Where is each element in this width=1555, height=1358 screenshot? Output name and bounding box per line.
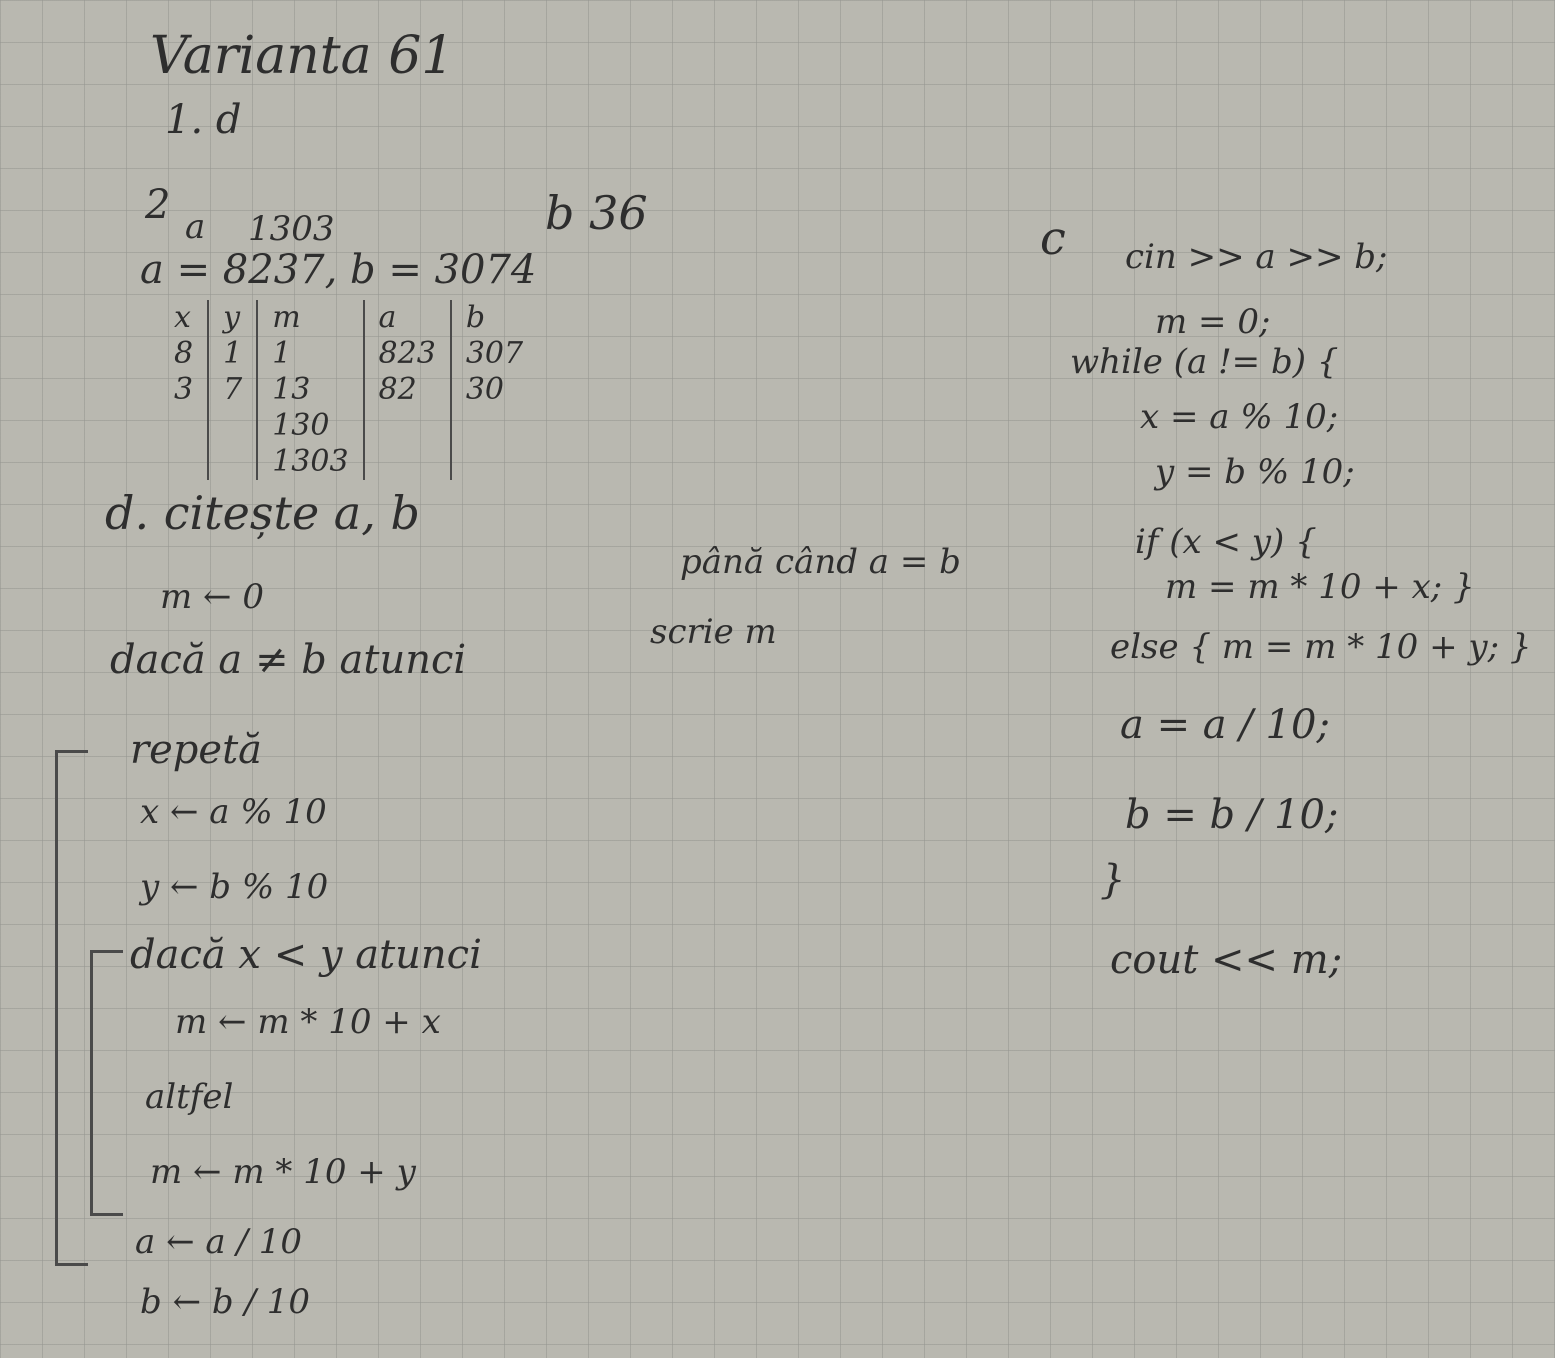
cpp-line: cout << m; bbox=[1110, 937, 1343, 983]
trace-cell: 823 bbox=[378, 336, 436, 371]
if-bracket bbox=[90, 950, 123, 1216]
trace-cell: 1 bbox=[272, 336, 292, 371]
trace-header-b: b bbox=[465, 300, 486, 335]
pseudo-line: altfel bbox=[145, 1077, 234, 1117]
cpp-line: if (x < y) { bbox=[1135, 522, 1317, 562]
cpp-line: cin >> a >> b; bbox=[1125, 237, 1388, 277]
trace-cell: 13 bbox=[272, 372, 311, 407]
pseudo-line: repetă bbox=[130, 727, 262, 773]
part-a-label: a bbox=[185, 207, 206, 247]
part-a-result: 1303 bbox=[248, 209, 335, 249]
pseudo-line: a ← a / 10 bbox=[135, 1222, 302, 1262]
pseudo-line: y ← b % 10 bbox=[140, 867, 329, 907]
trace-cell: 307 bbox=[465, 336, 524, 371]
trace-header-a: a bbox=[378, 300, 397, 335]
part-b-answer: b 36 bbox=[545, 186, 648, 240]
cpp-line: b = b / 10; bbox=[1125, 792, 1339, 838]
pseudo-line: m ← 0 bbox=[160, 577, 264, 617]
part-c-label: c bbox=[1040, 211, 1066, 265]
pseudo-line: x ← a % 10 bbox=[140, 792, 327, 832]
cpp-line: y = b % 10; bbox=[1155, 452, 1355, 492]
trace-cell: 30 bbox=[465, 372, 504, 407]
repeat-bracket bbox=[55, 750, 88, 1266]
cpp-line: } bbox=[1100, 857, 1126, 903]
page-title: Varianta 61 bbox=[150, 26, 455, 86]
pseudo-line: dacă a ≠ b atunci bbox=[110, 637, 467, 683]
trace-cell: 3 bbox=[174, 372, 194, 407]
trace-header-m: m bbox=[272, 300, 301, 335]
trace-cell: 8 bbox=[174, 336, 194, 371]
pseudo-line: m ← m * 10 + y bbox=[150, 1152, 416, 1192]
trace-cell: 7 bbox=[223, 372, 243, 407]
pseudo-write: scrie m bbox=[650, 612, 777, 652]
trace-cell: 130 bbox=[272, 408, 330, 443]
trace-header-x: x bbox=[174, 300, 191, 335]
cpp-line: a = a / 10; bbox=[1120, 702, 1330, 748]
exercise-1-answer: 1. d bbox=[165, 97, 242, 143]
trace-column-a bbox=[363, 300, 450, 480]
trace-column-b bbox=[450, 300, 537, 480]
trace-table bbox=[160, 300, 537, 480]
pseudo-line: dacă x < y atunci bbox=[130, 932, 482, 978]
cpp-line: else { m = m * 10 + y; } bbox=[1110, 627, 1532, 667]
pseudo-line: b ← b / 10 bbox=[140, 1282, 310, 1322]
trace-cell: 82 bbox=[378, 372, 417, 407]
cpp-line: x = a % 10; bbox=[1140, 397, 1339, 437]
exercise-2-label: 2 bbox=[145, 182, 171, 228]
cpp-line: while (a != b) { bbox=[1070, 342, 1339, 382]
pseudo-until: până când a = b bbox=[680, 542, 961, 582]
trace-cell: 1 bbox=[223, 336, 243, 371]
trace-cell: 1303 bbox=[272, 444, 349, 479]
part-d-title: d. citește a, b bbox=[105, 486, 420, 540]
trace-column-x bbox=[160, 300, 207, 480]
part-a-inputs: a = 8237, b = 3074 bbox=[140, 247, 537, 293]
cpp-line: m = 0; bbox=[1155, 302, 1271, 342]
cpp-line: m = m * 10 + x; } bbox=[1165, 567, 1475, 607]
trace-header-y: y bbox=[223, 300, 241, 335]
pseudo-line: m ← m * 10 + x bbox=[175, 1002, 441, 1042]
trace-column-m bbox=[256, 300, 362, 480]
trace-column-y bbox=[207, 300, 256, 480]
